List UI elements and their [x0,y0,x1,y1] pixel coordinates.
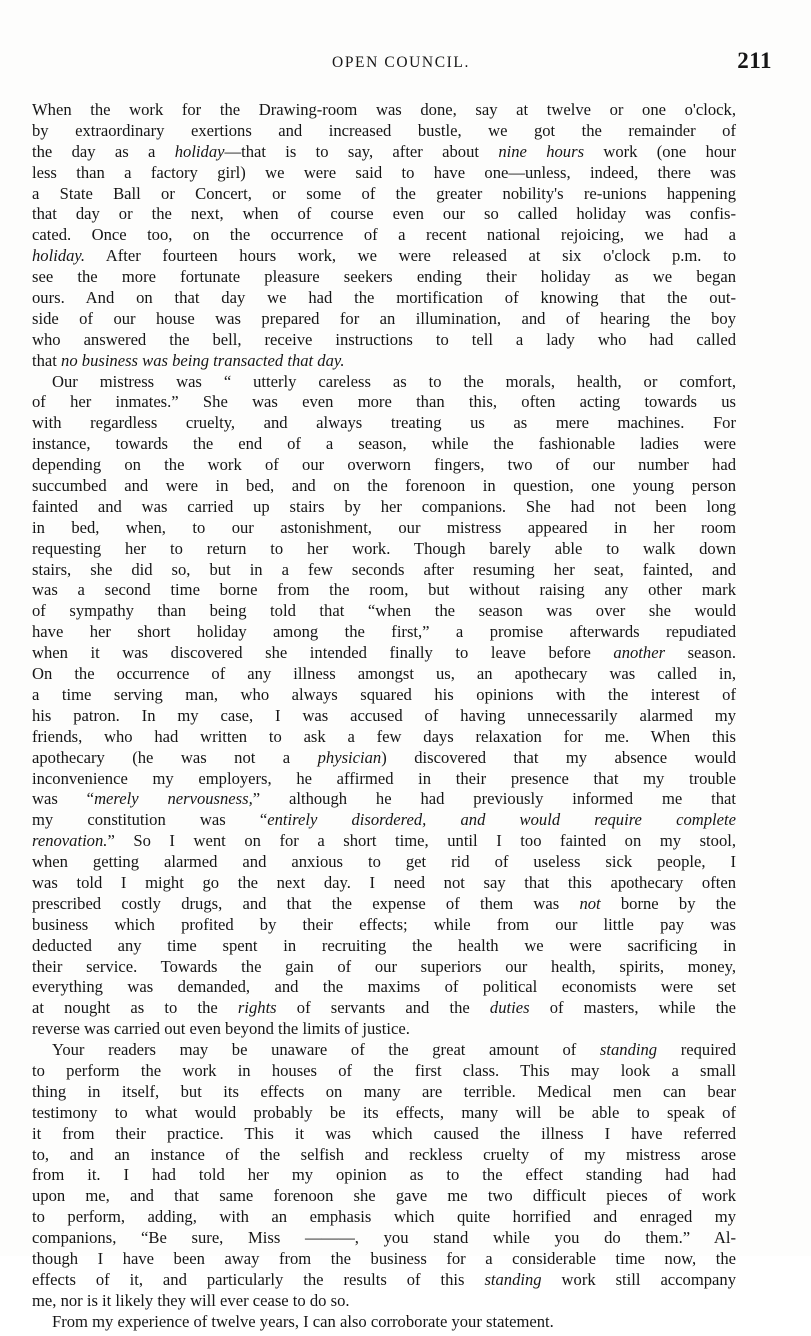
text-line [32,810,736,831]
text-line [32,497,736,518]
text-line [32,1124,736,1145]
text-segment: cated. Once too, on the occurrence of a recent national rejoicing, we had a [32,225,736,245]
text-line [32,601,736,622]
text-line [32,1249,736,1270]
text-line [32,351,736,372]
text-segment: side of our house was prepared for an illumination, and of hearing the boy [32,308,736,328]
text-line [32,936,736,957]
text-line [32,1186,736,1207]
text-segment: when it was discovered she intended finally to leave before [32,643,614,663]
text-line [32,685,736,706]
text-segment: that day or the next, when of course even our so called holiday was confis- [32,204,736,224]
text-segment: testimony to what would probably be its effects, many will be able to speak of [32,1102,736,1122]
text-segment: friends, who had written to ask a few days relaxation for me. When this [32,726,736,746]
text-line [32,476,736,497]
text-segment: requesting her to return to her work. Though barely able to walk down [32,538,736,558]
text-segment: of masters, while the [529,998,736,1018]
text-line [32,998,736,1019]
text-line [32,100,736,121]
italic-segment: standing [484,1269,542,1289]
text-segment: Your readers may be unaware of the great amount of [52,1040,600,1060]
text-line [32,1061,736,1082]
text-segment: of servants and the [276,998,490,1018]
text-line [32,748,736,769]
text-segment: from it. I had told her my opinion as to the effect standing had had [32,1165,736,1185]
text-line [32,184,736,205]
italic-segment: holiday [174,141,225,161]
text-segment: me, nor is it likely they will ever cease to do so. [32,1290,350,1310]
text-line [32,392,736,413]
text-line [32,434,736,455]
text-line [32,267,736,288]
text-line [32,1291,736,1312]
text-segment: to perform the work in houses of the first class. This may look a small [32,1060,736,1080]
text-segment: reverse was carried out even beyond the limits of justice. [32,1019,410,1039]
text-line [32,1019,736,1040]
text-segment: business which profited by their effects; while from our little pay was [32,914,736,934]
italic-segment: physician [317,747,382,767]
text-segment: When the work for the Drawing-room was done, say at twelve or one o'clock, [32,100,736,119]
text-segment: a time serving man, who always squared his opinions with the interest of [32,684,736,704]
text-segment: in bed, when, to our astonishment, our mistress appeared in her room [32,517,736,537]
text-line [32,769,736,790]
text-line [32,1312,736,1336]
text-segment: effects of it, and particularly the results of this [32,1269,485,1289]
text-segment: Our mistress was “ utterly careless as to the morals, health, or comfort, [52,371,736,391]
body-text [32,100,736,1336]
text-line [32,1082,736,1103]
text-segment: was “ [32,789,95,809]
text-segment: to perform, adding, with an emphasis which quite horrified and enraged my [32,1207,736,1227]
text-segment: at nought as to the [32,998,238,1018]
text-line [32,560,736,581]
text-segment: of sympathy than being told that “when the season was over she would [32,601,736,621]
text-line [32,1165,736,1186]
italic-segment: renovation. [32,831,108,851]
text-line [32,413,736,434]
text-segment: was told I might go the next day. I need not say that this apothecary often [32,872,736,892]
text-segment: with regardless cruelty, and always treating us as mere machines. For [32,413,736,433]
italic-segment: entirely disordered, and would require complete [267,810,736,830]
text-segment: the day as a [32,141,175,161]
text-segment: a State Ball or Concert, or some of the greater nobility's re-unions happening [32,183,736,203]
text-segment: prescribed costly drugs, and that the expense of them was [32,893,580,913]
text-segment: of her inmates.” She was even more than this, often acting towards us [32,392,736,412]
text-line [32,309,736,330]
text-line [32,163,736,184]
italic-segment: merely nervousness, [94,789,253,809]
text-segment: ” So I went on for a short time, until I too fainted on my stool, [107,831,736,851]
italic-segment: not [579,893,601,913]
text-segment: upon me, and that same forenoon she gave me two difficult pieces of work [32,1186,736,1206]
text-segment: who answered the bell, receive instructions to tell a lady who had called [32,329,736,349]
text-segment: On the occurrence of any illness amongst us, an apothecary was called in, [32,664,736,684]
text-segment: borne by the [600,893,736,913]
text-line [32,1103,736,1124]
text-segment: though I have been away from the business for a considerable time now, the [32,1248,736,1268]
italic-segment: holiday. [32,246,86,266]
text-segment: when getting alarmed and anxious to get rid of useless sick people, I [32,852,736,872]
text-line [32,643,736,664]
running-head: OPEN COUNCIL. [332,54,470,71]
page-number: 211 [737,48,772,73]
text-line [32,915,736,936]
text-segment: stairs, she did so, but in a few seconds after resuming her seat, fainted, and [32,559,736,579]
text-segment: work still accompany [541,1269,736,1289]
text-line [32,664,736,685]
text-line [32,873,736,894]
text-segment: companions, “Be sure, Miss ———, you stand while you do them.” Al- [32,1228,736,1248]
text-segment: work (one hour [584,141,736,161]
text-segment: apothecary (he was not a [32,747,318,767]
text-line [32,727,736,748]
text-line [32,894,736,915]
text-line [32,330,736,351]
text-line [32,225,736,246]
text-segment: his patron. In my case, I was accused of having unnecessarily alarmed my [32,705,736,725]
text-line [32,706,736,727]
text-segment: less than a factory girl) we were said to have one—unless, indeed, there was [32,162,736,182]
italic-segment: nine hours [498,141,585,161]
text-segment: it from their practice. This it was which caused the illness I have referred [32,1123,736,1143]
page-header [32,50,770,80]
text-line [32,539,736,560]
text-line [32,1228,736,1249]
text-segment: thing in itself, but its effects on many are terrible. Medical men can bear [32,1081,736,1101]
text-segment: everything was demanded, and the maxims of political economists were set [32,977,736,997]
text-segment: From my experience of twelve years, I can also corroborate your statement. [52,1311,554,1331]
text-segment: have her short holiday among the first,” a promise afterwards repudiated [32,622,736,642]
text-segment: succumbed and were in bed, and on the forenoon in question, one young person [32,476,736,496]
text-segment: depending on the work of our overworn fingers, two of our number had [32,455,736,475]
text-line [32,580,736,601]
text-line [32,957,736,978]
text-segment: their service. Towards the gain of our superiors our health, spirits, money, [32,956,736,976]
text-line [32,852,736,873]
text-segment: After fourteen hours work, we were released at six o'clock p.m. to [85,246,736,266]
text-segment: ” although he had previously informed me that [252,789,736,809]
text-line [32,518,736,539]
text-segment: fainted and was carried up stairs by her companions. She had not been long [32,496,736,516]
text-line [32,204,736,225]
italic-segment: rights [237,998,277,1018]
text-line [32,1040,736,1061]
text-line [32,831,736,852]
text-line [32,1270,736,1291]
text-segment: —that is to say, after about [224,141,499,161]
text-segment: inconvenience my employers, he affirmed in their presence that my trouble [32,768,736,788]
text-line [32,372,736,393]
text-segment: to, and an instance of the selfish and reckless cruelty of my mistress arose [32,1144,736,1164]
text-line [32,1207,736,1228]
text-segment: my constitution was “ [32,810,268,830]
text-segment: instance, towards the end of a season, while the fashionable ladies were [32,434,736,454]
text-line [32,121,736,142]
text-line [32,288,736,309]
text-segment: that [32,350,62,370]
text-segment: ) discovered that my absence would [381,747,736,767]
text-segment: deducted any time spent in recruiting the health we were sacrificing in [32,935,736,955]
text-line [32,142,736,163]
text-segment: was a second time borne from the room, but without raising any other mark [32,580,736,600]
text-line [32,455,736,476]
text-segment: season. [665,643,736,663]
text-line [32,977,736,998]
text-line [32,1145,736,1166]
italic-segment: standing [599,1040,658,1060]
text-line [32,789,736,810]
text-segment: required [657,1040,736,1060]
italic-segment: duties [489,998,530,1018]
italic-segment: no business was being transacted that day. [61,350,345,370]
text-segment: ours. And on that day we had the mortification of knowing that the out- [32,288,736,308]
text-segment: by extraordinary exertions and increased bustle, we got the remainder of [32,120,736,140]
text-segment: see the more fortunate pleasure seekers ending their holiday as we began [32,267,736,287]
text-line [32,622,736,643]
italic-segment: another [613,643,666,663]
text-line [32,246,736,267]
